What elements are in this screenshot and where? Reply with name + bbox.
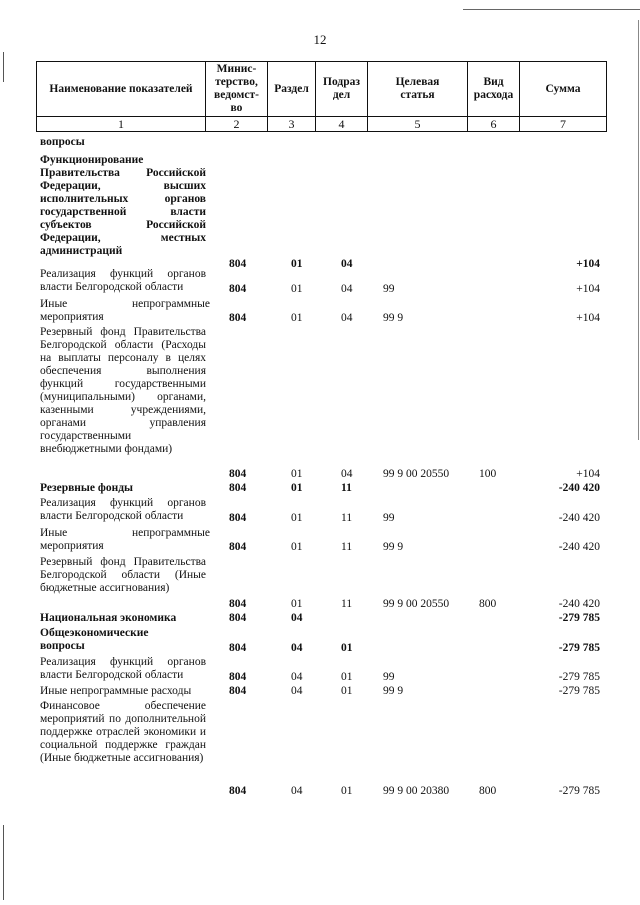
row-name: Резервный фонд Правительства Белгородской области (Иные бюджетные ассигнования) [40,556,206,594]
row-ministry: 804 [229,541,247,553]
row-ministry: 804 [229,258,247,270]
row-sum: -240 420 [558,482,600,494]
row-name: Национальная экономика [40,612,177,624]
row-target: 99 9 00 20380 [383,785,450,797]
row-sum: -279 785 [558,685,600,697]
row-ministry: 804 [229,283,247,295]
row-razdel: 01 [291,468,303,480]
row-podrazdel: 01 [341,671,353,683]
row-ministry: 804 [229,671,247,683]
row-sum: -240 420 [558,512,600,524]
row-podrazdel: 11 [341,482,352,494]
page-number: 12 [313,32,327,47]
row-ministry: 804 [229,612,247,624]
row-podrazdel: 01 [341,642,353,654]
row-target: 99 [383,283,395,295]
row-podrazdel: 01 [341,785,353,797]
row-target: 99 9 [383,541,404,553]
row-razdel: 01 [291,312,303,324]
row-sum: +104 [576,468,600,480]
header-number-6: 6 [467,116,519,132]
header-expense-type-label: Вид расхода [473,76,514,101]
row-sum: -240 420 [558,598,600,610]
row-expense-type: 100 [479,468,497,480]
row-name: Иные непрограммные расходы [40,685,192,697]
header-number-3: 3 [267,116,315,132]
row-podrazdel: 11 [341,512,353,524]
row-podrazdel: 11 [341,541,353,553]
row-name: Резервный фонд Правительства Белгородской области (Расходы на выплаты персоналу в целях обеспечения выполнения функций государственными (муниципальными) органами, казенными учреждениями, органами управления государственными внебюджетными фондами) [40,326,206,455]
row-name: Иные непрограммные мероприятия [40,527,210,552]
row-razdel: 01 [291,512,303,524]
row-name: Реализация функций органов власти Белгородской области [40,656,206,681]
row-ministry: 804 [229,512,247,524]
row-target: 99 9 00 20550 [383,468,450,480]
row-sum: -279 785 [558,785,600,797]
row-sum: +104 [576,258,600,270]
row-target: 99 [383,512,395,524]
row-name: вопросы [40,136,85,148]
row-name: Реализация функций органов власти Белгородской области [40,268,206,293]
header-sum-label: Сумма [545,82,581,95]
row-name: Функционирование Правительства Российской Федерации, высших исполнительных органов государственной власти субъектов Российской Федерации, местных администраций [40,154,206,257]
row-razdel: 04 [291,685,303,697]
row-name: Реализация функций органов власти Белгородской области [40,497,206,522]
row-razdel: 04 [291,671,303,683]
row-target: 99 [383,671,395,683]
row-razdel: 04 [291,612,303,624]
row-name: Иные непрограммные мероприятия [40,298,210,323]
row-sum: +104 [576,312,600,324]
header-number-5: 5 [367,116,467,132]
row-target: 99 9 00 20550 [383,598,450,610]
row-expense-type: 800 [479,598,497,610]
row-sum: -279 785 [558,612,600,624]
row-podrazdel: 04 [341,258,353,270]
row-ministry: 804 [229,785,247,797]
header-podrazdel-label: Подраз дел [323,76,360,101]
header-number-2: 2 [205,116,267,132]
row-sum: -279 785 [558,642,600,654]
header-ministry-label: Минис-терство, ведомст-во [214,63,259,114]
row-name: Резервные фонды [40,482,134,494]
header-number-7: 7 [519,116,607,132]
row-podrazdel: 11 [341,598,353,610]
row-razdel: 04 [291,785,303,797]
row-podrazdel: 01 [341,685,353,697]
row-sum: -279 785 [558,671,600,683]
header-razdel-label: Раздел [274,82,309,95]
header-number-4: 4 [315,116,367,132]
row-ministry: 804 [229,312,247,324]
row-razdel: 01 [291,541,303,553]
header-target-label: Целевая статья [395,76,440,101]
row-sum: -240 420 [558,541,600,553]
row-target: 99 9 [383,685,404,697]
row-target: 99 9 [383,312,404,324]
row-razdel: 01 [291,283,303,295]
row-razdel: 01 [291,482,303,494]
row-expense-type: 800 [479,785,497,797]
row-ministry: 804 [229,468,247,480]
row-podrazdel: 04 [341,312,353,324]
header-number-1: 1 [36,116,205,132]
row-podrazdel: 04 [341,283,353,295]
row-ministry: 804 [229,482,247,494]
row-sum: +104 [576,283,600,295]
header-name-label: Наименование показателей [49,82,193,95]
row-razdel: 01 [291,598,303,610]
row-name: Финансовое обеспечение мероприятий по дополнительной поддержке отраслей экономики и социальной поддержке граждан (Иные бюджетные ассигнования) [40,700,206,764]
row-ministry: 804 [229,598,247,610]
row-podrazdel: 04 [341,468,353,480]
row-razdel: 04 [291,642,303,654]
row-ministry: 804 [229,685,247,697]
row-razdel: 01 [291,258,303,270]
row-ministry: 804 [229,642,247,654]
row-name: Общеэкономические вопросы [40,627,149,652]
